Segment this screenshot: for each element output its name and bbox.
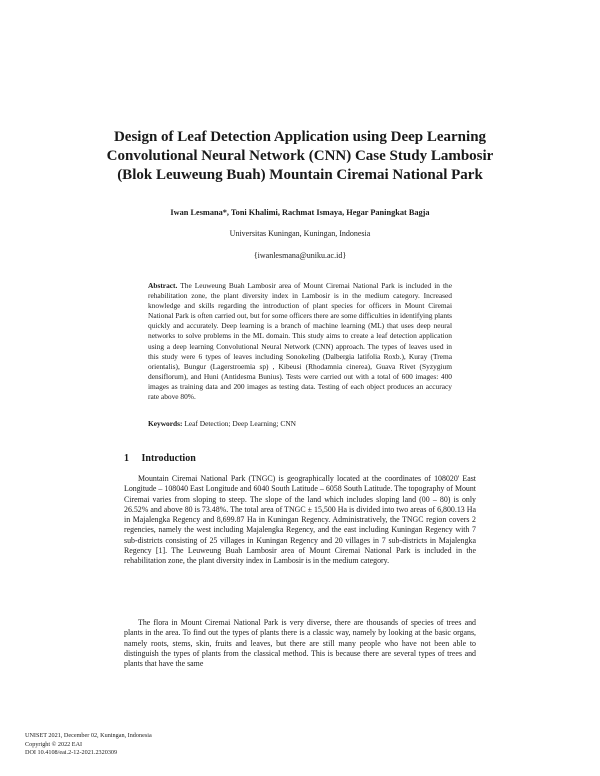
section-number: 1 [124, 453, 129, 464]
footer-copyright: Copyright © 2022 EAI [25, 740, 83, 748]
body-paragraph-2: The flora in Mount Ciremai National Park is very diverse, there are thousands of species of trees and plants in the area. To find out the types of plants there is a classic way, namely by looking at the basic organs, namely roots, stems, skin, fruits and leaves, but there are still many people who have not been able to distinguish the types of plants from the classical method. This is because there are several types of trees and plants that have the same [124, 618, 476, 669]
paper-title: Design of Leaf Detection Application using Deep Learning Convolutional Neural Network (CNN) Case Study Lambosir (Blok Leuweung Buah) Mountain Ciremai National Park [106, 129, 494, 183]
affiliation: Universitas Kuningan, Kuningan, Indonesia [229, 229, 371, 238]
author-list: Iwan Lesmana*, Toni Khalimi, Rachmat Ismaya, Hegar Paningkat Bagja [170, 208, 430, 217]
abstract-label: Abstract. [148, 281, 178, 290]
keywords [148, 419, 452, 428]
keywords-label: Keywords: [148, 419, 183, 428]
section-heading [124, 453, 196, 464]
section-title: Introduction [141, 453, 196, 464]
footer-conference: UNISET 2021, December 02, Kuningan, Indonesia [25, 732, 152, 739]
body-paragraph-1: Mountain Ciremai National Park (TNGC) is geographically located at the coordinates of 108020' East Longitude – 108040 East Longitude and 6040 South Latitude – 6058 South Latitude. The topography of Mount Ciremai varies from sloping to steep. The slope of the land which includes sloping land (00 – 80) is only 26.52% and above 80 is 73.48%. The total area of TNGC ± 15,500 Ha is divided into two areas of 6,800.13 Ha in Majalengka Regency and 8,699.87 Ha in Kuningan Regency. Administratively, the TNGC region covers 2 regencies, namely the west including Majalengka Regency, and the east including Kuningan Regency with 7 sub-districts consisting of 25 villages in Kuningan Regency and 20 villages in 7 sub-districts in Majalengka Regency [1]. The Leuweung Buah Lambosir area of Mount Ciremai National Park is included in the rehabilitation zone, the plant diversity index in Lambosir is in the medium category. [124, 474, 476, 566]
footer-doi: DOI 10.4108/eai.2-12-2021.2320309 [25, 749, 118, 756]
page-footer [25, 732, 152, 758]
abstract [148, 281, 452, 402]
abstract-text: The Leuweung Buah Lambosir area of Mount Ciremai National Park is included in the rehabilitation zone, the plant diversity index in Lambosir is in the medium category. Increased knowledge and skills regarding the introduction of plant species for officers in Mount Ciremai National Park is often carried out, but for some officers there are some difficulties in identifying plants quickly and accurately. Deep learning is a branch of machine learning (ML) that uses deep neural networks to solve problems in the ML domain. This study aims to create a leaf detection application using a deep learning Convolutional Neural Network (CNN) approach. The types of leaves used in this study were 6 types of leaves including Sonokeling (Dalbergia latifolia Roxb.), Kuray (Trema orientalis), Bungur (Lagerstroemia sp) , Kibeusi (Rhodamnia cinerea), Guava Rivet (Syzygium densiflorum), and Huni (Antidesma Bunius). Tests were carried out with a total of 600 images: 400 images as training data and 200 images as testing data. Testing of each object produces an accuracy rate above 80%. [148, 281, 452, 402]
contact-email: {iwanlesmana@uniku.ac.id} [253, 251, 347, 260]
keywords-text: Leaf Detection; Deep Learning; CNN [184, 419, 296, 428]
